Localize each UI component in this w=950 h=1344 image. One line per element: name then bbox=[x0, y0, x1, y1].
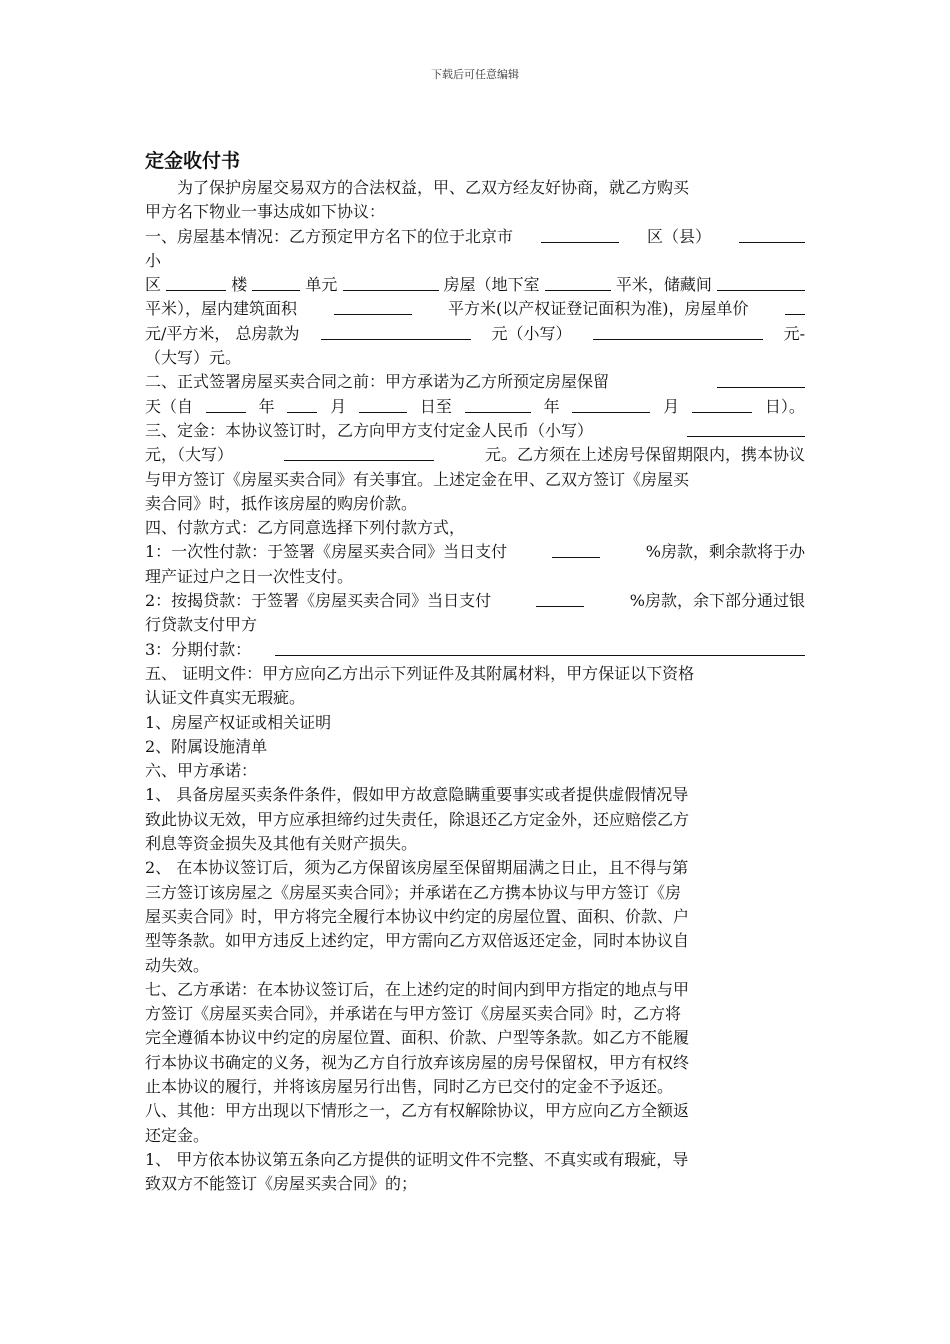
line-text: 月 bbox=[663, 396, 680, 416]
paragraph-line: 行贷款支付甲方 bbox=[145, 615, 258, 635]
paragraph-line: 2、附属设施清单 bbox=[145, 736, 268, 756]
paragraph-line: 完全遵循本协议中约定的房屋位置、面积、价款、户型等条款。如乙方不能履 bbox=[145, 1028, 690, 1048]
line-text: 月 bbox=[330, 396, 347, 416]
form-line-area bbox=[145, 297, 805, 321]
line-text: 元。乙方须在上述房号保留期限内，携本协议 bbox=[484, 445, 805, 465]
unit-price-blank[interactable] bbox=[785, 297, 805, 315]
line-text: 元/平方米， 总房款为 bbox=[145, 323, 300, 343]
paragraph-line: 甲方名下物业一事达成如下协议： bbox=[145, 202, 386, 222]
unit-blank[interactable] bbox=[343, 273, 439, 291]
line-text: 日）。 bbox=[764, 396, 805, 416]
paragraph-line: 1、 甲方依本协议第五条向乙方提供的证明文件不完整、不真实或有瑕疵，导 bbox=[145, 1149, 689, 1169]
installment-blank[interactable] bbox=[275, 638, 805, 656]
paragraph-line: 方签订《房屋买卖合同》，并承诺在与甲方签订《房屋买卖合同》时，乙方将 bbox=[145, 1004, 682, 1024]
mortgage-percent-blank[interactable] bbox=[536, 589, 584, 607]
paragraph-line: 与甲方签订《房屋买卖合同》有关事宜。上述定金在甲、乙双方签订《房屋买 bbox=[145, 469, 690, 489]
form-line-basic-info bbox=[145, 225, 805, 249]
line-text: 房屋（地下室 bbox=[443, 275, 540, 295]
line-text: 楼 bbox=[231, 275, 248, 295]
paragraph-line: 理产证过户之日一次性支付。 bbox=[145, 566, 354, 586]
line-text: 元（小写） bbox=[491, 323, 572, 343]
deposit-uppercase-blank[interactable] bbox=[284, 443, 434, 461]
document-body bbox=[145, 146, 805, 1196]
form-line-mortgage bbox=[145, 589, 805, 613]
paragraph-line: 型等条款。如甲方违反上述约定，甲方需向乙方双倍返还定金，同时本协议自 bbox=[145, 931, 690, 951]
end-year-blank[interactable] bbox=[465, 395, 531, 413]
paragraph-line: 致双方不能签订《房屋买卖合同》的； bbox=[145, 1174, 418, 1194]
community-blank[interactable] bbox=[166, 273, 226, 291]
form-line-reservation-dates bbox=[145, 395, 805, 419]
paragraph-line: 八、其他：甲方出现以下情形之一，乙方有权解除协议，甲方应向乙方全额返 bbox=[145, 1101, 690, 1121]
paragraph-line: 止本协议的履行，并将该房屋另行出售，同时乙方已交付的定金不予返还。 bbox=[145, 1076, 674, 1096]
start-year-blank[interactable] bbox=[206, 395, 246, 413]
line-text: 平方米(以产权证登记面积为准)，房屋单价 bbox=[447, 299, 749, 319]
line-text: 元- bbox=[783, 323, 805, 343]
paragraph-line: 小 bbox=[145, 250, 162, 270]
paragraph-line: 五、 证明文件：甲方应向乙方出示下列证件及其附属材料，甲方保证以下资格 bbox=[145, 663, 695, 683]
end-month-blank[interactable] bbox=[572, 395, 650, 413]
form-line-lump-sum bbox=[145, 540, 805, 564]
paragraph-line: 致此协议无效，甲方应承担缔约过失责任，除退还乙方定金外，还应赔偿乙方 bbox=[145, 809, 690, 829]
paragraph-line: 1、房屋产权证或相关证明 bbox=[145, 712, 332, 732]
start-month-blank[interactable] bbox=[287, 395, 317, 413]
form-line-deposit-uppercase bbox=[145, 443, 805, 467]
district-blank[interactable] bbox=[541, 225, 619, 243]
paragraph-line: 六、甲方承诺： bbox=[145, 761, 258, 781]
line-text: 3：分期付款： bbox=[145, 639, 252, 659]
line-text: 年 bbox=[543, 396, 560, 416]
line-text: 一、房屋基本情况：乙方预定甲方名下的位于北京市 bbox=[145, 226, 514, 246]
line-text: 年 bbox=[258, 396, 275, 416]
document-title: 定金收付书 bbox=[145, 150, 241, 172]
deposit-lowercase-blank[interactable] bbox=[687, 419, 805, 437]
form-line-reservation bbox=[145, 370, 805, 394]
line-text: 区（县） bbox=[646, 226, 711, 246]
paragraph-line: 为了保护房屋交易双方的合法权益，甲、乙双方经友好协商，就乙方购买 bbox=[177, 178, 690, 197]
paragraph-line: （大写）元。 bbox=[145, 348, 242, 368]
line-text: 1：一次性付款：于签署《房屋买卖合同》当日支付 bbox=[145, 542, 508, 562]
paragraph-line: 四、付款方式：乙方同意选择下列付款方式， bbox=[145, 518, 466, 538]
paragraph-line: 三方签订该房屋之《房屋买卖合同》；并承诺在乙方携本协议与甲方签订《房 bbox=[145, 882, 682, 902]
line-text: 单元 bbox=[305, 275, 338, 295]
line-text: 日至 bbox=[419, 396, 452, 416]
paragraph-line: 还定金。 bbox=[145, 1125, 210, 1145]
line-text: 平米，储藏间 bbox=[615, 275, 712, 295]
paragraph-line: 2、 在本协议签订后，须为乙方保留该房屋至保留期届满之日止，且不得与第 bbox=[145, 858, 689, 878]
paragraph-line: 行本协议书确定的义务，视为乙方自行放弃该房屋的房号保留权，甲方有权终 bbox=[145, 1052, 690, 1072]
line-text: 平米），屋内建筑面积 bbox=[145, 299, 298, 319]
paragraph-line: 卖合同》时，抵作该房屋的购房价款。 bbox=[145, 493, 418, 513]
line-text: 2：按揭贷款：于签署《房屋买卖合同》当日支付 bbox=[145, 591, 492, 611]
header-note: 下载后可任意编辑 bbox=[431, 68, 519, 81]
total-price-uppercase-blank[interactable] bbox=[593, 322, 763, 340]
form-line-total-price bbox=[145, 322, 805, 346]
paragraph-line: 利息等资金损失及其他有关财产损失。 bbox=[145, 834, 418, 854]
form-line-unit-info bbox=[145, 273, 805, 297]
form-line-installment bbox=[145, 638, 805, 662]
lump-sum-percent-blank[interactable] bbox=[552, 540, 600, 558]
storage-area-blank[interactable] bbox=[717, 273, 805, 291]
building-area-blank[interactable] bbox=[334, 297, 412, 315]
building-blank[interactable] bbox=[252, 273, 300, 291]
line-text: 天（自 bbox=[145, 396, 194, 416]
reservation-days-blank[interactable] bbox=[717, 370, 805, 388]
paragraph-line: 七、乙方承诺：在本协议签订后，在上述约定的时间内到甲方指定的地点与甲 bbox=[145, 979, 690, 999]
paragraph-line: 认证文件真实无瑕疵。 bbox=[145, 688, 306, 708]
line-text: 二、正式签署房屋买卖合同之前：甲方承诺为乙方所预定房屋保留 bbox=[145, 372, 610, 392]
line-text: %房款，剩余款将于办 bbox=[645, 542, 805, 562]
form-line-deposit bbox=[145, 419, 805, 443]
start-day-blank[interactable] bbox=[359, 395, 407, 413]
total-price-lowercase-blank[interactable] bbox=[321, 322, 471, 340]
basement-area-blank[interactable] bbox=[545, 273, 611, 291]
paragraph-line: 1、 具备房屋买卖条件条件，假如甲方故意隐瞒重要事实或者提供虚假情况导 bbox=[145, 785, 689, 805]
county-blank[interactable] bbox=[739, 225, 805, 243]
line-text: 区 bbox=[145, 275, 162, 295]
paragraph-line: 屋买卖合同》时，甲方将完全履行本协议中约定的房屋位置、面积、价款、户 bbox=[145, 906, 690, 926]
line-text: 元，（大写） bbox=[145, 445, 234, 465]
end-day-blank[interactable] bbox=[692, 395, 752, 413]
line-text: 三、定金：本协议签订时，乙方向甲方支付定金人民币（小写） bbox=[145, 420, 594, 440]
line-text: %房款，余下部分通过银 bbox=[629, 591, 805, 611]
paragraph-line: 动失效。 bbox=[145, 955, 210, 975]
